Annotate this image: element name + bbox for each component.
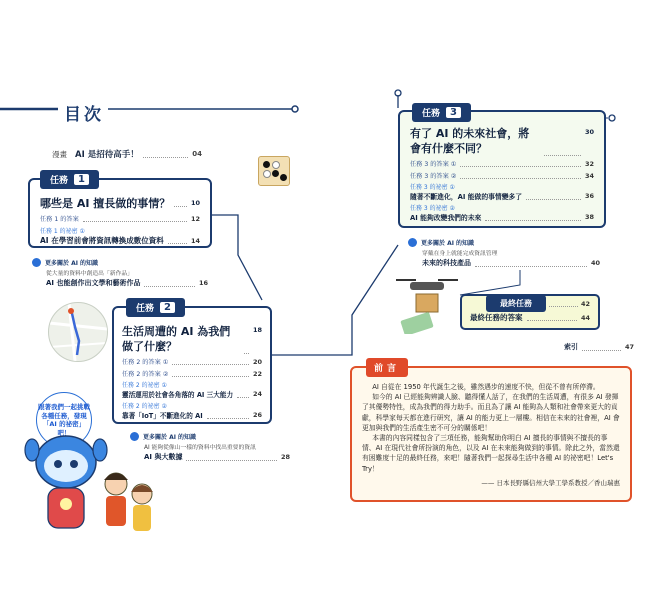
index-label: 索引 [564, 343, 578, 351]
toc-row[interactable]: 靈活運用於社會各角落的 AI 三大能力 24 [122, 390, 262, 399]
preface-paragraph: AI 自從在 1950 年代誕生之後，雖然遇步的速度不快，但從不曾有所停滯。 [372, 383, 600, 391]
toc-row[interactable]: 靠著「IoT」不斷進化的 AI 26 [122, 411, 262, 420]
mission-2-title: 生活周遭的 AI 為我們做了什麼？ [122, 325, 231, 353]
ai-knowledge-icon [32, 258, 41, 267]
mission-2-extra[interactable]: 更多關於 AI 的知識 AI 能夠從像山一樣的資料中找出重要的資訊 AI 與大數據 28 [130, 432, 290, 462]
mission-3-card[interactable] [398, 110, 606, 228]
robot-kids-illustration [18, 420, 158, 545]
mission-2-card[interactable] [112, 306, 272, 424]
speech-bubble: 跟著我們一起挑戰各種任務，發現「AI 的祕密」吧！ [36, 392, 92, 448]
mission-1-tab: 任務 1 [40, 170, 99, 189]
index-entry[interactable] [564, 342, 634, 352]
toc-row[interactable]: 隨著不斷進化，AI 能做的事情變多了 36 [410, 192, 594, 201]
manga-label: 漫畫 [52, 149, 67, 159]
final-mission-page: 44 [580, 313, 590, 322]
mission-1-extra[interactable]: 更多關於 AI 的知識 從大量的資料中創造出「新作品」 AI 也能創作出文學和藝術作品 16 [32, 258, 208, 288]
drone-illustration [392, 272, 462, 334]
toc-row[interactable]: AI 在學習前會將資訊轉換成數位資料 14 [40, 236, 200, 245]
preface-box [350, 366, 632, 502]
toc-row[interactable]: 任務 2 的答案 ① 20 [122, 357, 262, 366]
final-mission-tab-page: 42 [580, 299, 590, 308]
toc-row[interactable]: 任務 3 的答案 ① 32 [410, 159, 594, 168]
mission-1-title: 哪些是 AI 擅長做的事情？ [40, 197, 171, 210]
row-sub-label: 任務 3 的祕密 ② [410, 205, 455, 212]
preface-tab: 前言 [366, 358, 408, 377]
row-sub-label: 任務 2 的祕密 ② [122, 403, 167, 410]
row-sub-label: 任務 2 的祕密 ① [122, 382, 167, 389]
mission-2-tab: 任務 2 [126, 298, 185, 317]
manga-page: 04 [192, 150, 202, 158]
toc-row[interactable]: 任務 1 的答案 12 [40, 214, 200, 223]
mission-3-extra[interactable]: 更多關於 AI 的知識 穿戴在身上就能完成資訊管理 未來的科技產品 40 [408, 238, 600, 268]
mission-3-title: 有了 AI 的未來社會，將會有什麼不同？ [410, 127, 530, 155]
row-sub-label: 任務 1 的祕密 ① [40, 228, 85, 235]
map-illustration [48, 302, 108, 362]
manga-title: AI 是招待高手！ [75, 150, 139, 160]
mission-3-tab: 任務 3 [412, 103, 471, 122]
preface-signature: —— 日本長野縣信州大學工學系教授／香山瑞惠 [481, 478, 620, 487]
final-mission-tab-row [486, 295, 590, 312]
preface-paragraph: 本書的內容同樣包含了三項任務，能夠幫助你明白 AI 擅長的事情與不擅長的事情、AI 在現代社會所扮演的角色，以及 AI 在未來能夠做到的事情。除此之外，當然還有困難度十足的最終任務，來吧！隨著我們一起探尋生活中各種 AI 的祕密吧！Let's Try！ [362, 434, 620, 473]
toc-row[interactable]: 任務 2 的答案 ② 22 [122, 369, 262, 378]
final-mission-text: 最終任務的答案 [470, 313, 523, 322]
preface-paragraph: 如今的 AI 已經能夠辨識人臉、聽得懂人話了，在我們的生活周遭，有很多 AI 發揮了其優勢特性，成為我們的得力助手。而且為了讓 AI 能夠為人類和社會帶來更大的貢獻，科學家每天都在進行研究，讓 AI 的能力更上一層樓。相信在未來的社會裡，AI 會更加與我們的生活產生密不可分的關係吧！ [362, 393, 620, 432]
ai-knowledge-icon [408, 238, 417, 247]
mission-3-title-page: 30 [584, 128, 594, 136]
toc-title: 目次 [64, 105, 104, 125]
toc-row[interactable]: 任務 3 的答案 ② 34 [410, 171, 594, 180]
mission-1-title-page: 10 [190, 199, 200, 207]
row-sub-label: 任務 3 的祕密 ① [410, 184, 455, 191]
index-page: 47 [624, 343, 634, 351]
mission-2-title-page: 18 [252, 326, 262, 334]
final-mission-tab: 最終任務 [486, 295, 546, 312]
toc-row[interactable]: AI 能夠改變我們的未來 38 [410, 213, 594, 222]
